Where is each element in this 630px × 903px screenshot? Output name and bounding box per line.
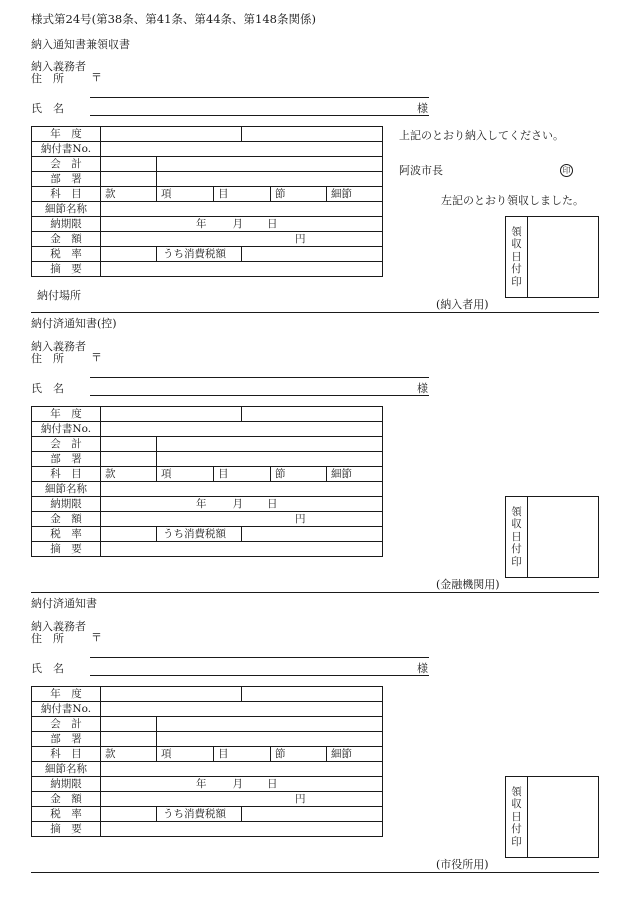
setsu-label: 節 — [271, 187, 327, 202]
bill-no-label: 納付書No. — [32, 142, 101, 157]
tax-rate-label: 税 率 — [32, 807, 101, 822]
date-year: 年 — [196, 777, 207, 790]
consumption-tax-value — [242, 247, 383, 262]
department-code — [101, 732, 157, 747]
summary-value — [101, 822, 383, 837]
summary-value — [101, 262, 383, 277]
table-row — [32, 187, 383, 202]
moku-label: 目 — [214, 187, 271, 202]
department-label: 部 署 — [32, 452, 101, 467]
copy-label-payer: (納入者用) — [436, 298, 489, 311]
kan-label: 款 — [101, 467, 157, 482]
table-row — [32, 172, 383, 187]
receipt-stamp-label: 領 収 日 付 印 — [506, 217, 528, 297]
copy-label-bank: (金融機関用) — [436, 578, 500, 591]
honorific: 様 — [417, 662, 428, 675]
date-day: 日 — [267, 777, 278, 790]
table-row — [32, 142, 383, 157]
table-row — [32, 202, 383, 217]
table-row — [32, 452, 383, 467]
amount-value — [101, 232, 383, 247]
received-text: 左記のとおり領収しました。 — [441, 194, 584, 207]
table-row — [32, 687, 383, 702]
table-row — [32, 232, 383, 247]
bill-no-value — [101, 702, 383, 717]
yen-unit: 円 — [295, 232, 306, 245]
date-year: 年 — [196, 217, 207, 230]
receipt-stamp-box — [505, 216, 599, 298]
fiscal-year-extra — [242, 407, 383, 422]
receipt-stamp-box — [505, 776, 599, 858]
subject-label: 科 目 — [32, 187, 101, 202]
consumption-tax-value — [242, 527, 383, 542]
section-title: 納入通知書兼領収書 — [31, 38, 130, 51]
payment-details-table — [31, 406, 383, 557]
payment-place-label: 納付場所 — [37, 289, 81, 302]
name-label: 氏 名 — [31, 382, 64, 395]
department-code — [101, 172, 157, 187]
address-line — [90, 97, 429, 98]
bill-no-label: 納付書No. — [32, 422, 101, 437]
consumption-tax-label: うち消費税額 — [157, 247, 242, 262]
payment-details-table — [31, 126, 383, 277]
table-row — [32, 497, 383, 512]
table-row — [32, 777, 383, 792]
name-line — [90, 675, 429, 676]
kan-label: 款 — [101, 747, 157, 762]
fiscal-year-label: 年 度 — [32, 687, 101, 702]
address-line — [90, 657, 429, 658]
saisetsu-name-label: 細節名称 — [32, 762, 101, 777]
due-date-value — [101, 777, 383, 792]
setsu-label: 節 — [271, 467, 327, 482]
honorific: 様 — [417, 102, 428, 115]
section-divider — [31, 312, 599, 313]
department-label: 部 署 — [32, 732, 101, 747]
receipt-stamp-label: 領 収 日 付 印 — [506, 497, 528, 577]
saisetsu-label: 細節 — [327, 187, 383, 202]
table-row — [32, 482, 383, 497]
bill-no-value — [101, 422, 383, 437]
fiscal-year-extra — [242, 127, 383, 142]
section-divider — [31, 872, 599, 873]
receipt-stamp-box — [505, 496, 599, 578]
name-label: 氏 名 — [31, 662, 64, 675]
table-row — [32, 792, 383, 807]
fiscal-year-label: 年 度 — [32, 127, 101, 142]
section-divider — [31, 592, 599, 593]
table-row — [32, 512, 383, 527]
address-label: 住 所 — [31, 72, 64, 85]
copy-label-city: (市役所用) — [436, 858, 489, 871]
postal-mark: 〒 — [91, 71, 102, 84]
department-value — [157, 732, 383, 747]
table-row — [32, 127, 383, 142]
amount-label: 金 額 — [32, 512, 101, 527]
name-label: 氏 名 — [31, 102, 64, 115]
kou-label: 項 — [157, 747, 214, 762]
department-value — [157, 172, 383, 187]
payment-details-table — [31, 686, 383, 837]
accounting-code — [101, 717, 157, 732]
subject-label: 科 目 — [32, 747, 101, 762]
table-row — [32, 702, 383, 717]
setsu-label: 節 — [271, 747, 327, 762]
date-day: 日 — [267, 217, 278, 230]
table-row — [32, 157, 383, 172]
payer-label: 納入義務者 — [31, 60, 86, 73]
table-row — [32, 262, 383, 277]
accounting-value — [157, 717, 383, 732]
saisetsu-name-label: 細節名称 — [32, 202, 101, 217]
receipt-stamp-label: 領 収 日 付 印 — [506, 777, 528, 857]
table-row — [32, 732, 383, 747]
accounting-label: 会 計 — [32, 437, 101, 452]
due-date-value — [101, 497, 383, 512]
address-label: 住 所 — [31, 632, 64, 645]
tax-rate-value — [101, 527, 157, 542]
table-row — [32, 527, 383, 542]
due-date-label: 納期限 — [32, 777, 101, 792]
due-date-label: 納期限 — [32, 217, 101, 232]
summary-label: 摘 要 — [32, 822, 101, 837]
accounting-label: 会 計 — [32, 157, 101, 172]
section-title: 納付済通知書(控) — [31, 317, 117, 330]
mayor-name: 阿波市長 — [399, 164, 443, 177]
table-row — [32, 747, 383, 762]
table-row — [32, 807, 383, 822]
table-row — [32, 217, 383, 232]
table-row — [32, 717, 383, 732]
fiscal-year-value — [101, 687, 242, 702]
summary-label: 摘 要 — [32, 262, 101, 277]
accounting-code — [101, 157, 157, 172]
tax-rate-label: 税 率 — [32, 247, 101, 262]
consumption-tax-label: うち消費税額 — [157, 807, 242, 822]
saisetsu-label: 細節 — [327, 467, 383, 482]
subject-label: 科 目 — [32, 467, 101, 482]
table-row — [32, 437, 383, 452]
bill-no-value — [101, 142, 383, 157]
saisetsu-label: 細節 — [327, 747, 383, 762]
moku-label: 目 — [214, 747, 271, 762]
address-line — [90, 377, 429, 378]
table-row — [32, 422, 383, 437]
tax-rate-label: 税 率 — [32, 527, 101, 542]
accounting-value — [157, 437, 383, 452]
accounting-label: 会 計 — [32, 717, 101, 732]
honorific: 様 — [417, 382, 428, 395]
amount-label: 金 額 — [32, 792, 101, 807]
consumption-tax-label: うち消費税額 — [157, 527, 242, 542]
amount-label: 金 額 — [32, 232, 101, 247]
yen-unit: 円 — [295, 792, 306, 805]
department-code — [101, 452, 157, 467]
fiscal-year-value — [101, 127, 242, 142]
kan-label: 款 — [101, 187, 157, 202]
name-line — [90, 395, 429, 396]
consumption-tax-value — [242, 807, 383, 822]
seal-stamp: 印 — [560, 164, 573, 177]
saisetsu-name-value — [101, 202, 383, 217]
table-row — [32, 822, 383, 837]
address-label: 住 所 — [31, 352, 64, 365]
postal-mark: 〒 — [91, 351, 102, 364]
saisetsu-name-value — [101, 762, 383, 777]
payer-label: 納入義務者 — [31, 340, 86, 353]
postal-mark: 〒 — [91, 631, 102, 644]
kou-label: 項 — [157, 467, 214, 482]
kou-label: 項 — [157, 187, 214, 202]
summary-value — [101, 542, 383, 557]
amount-value — [101, 512, 383, 527]
fiscal-year-label: 年 度 — [32, 407, 101, 422]
payer-label: 納入義務者 — [31, 620, 86, 633]
moku-label: 目 — [214, 467, 271, 482]
tax-rate-value — [101, 807, 157, 822]
fiscal-year-extra — [242, 687, 383, 702]
date-month: 月 — [232, 497, 243, 510]
due-date-label: 納期限 — [32, 497, 101, 512]
payment-request-text: 上記のとおり納入してください。 — [399, 129, 564, 142]
summary-label: 摘 要 — [32, 542, 101, 557]
saisetsu-name-value — [101, 482, 383, 497]
date-month: 月 — [232, 217, 243, 230]
due-date-value — [101, 217, 383, 232]
tax-rate-value — [101, 247, 157, 262]
date-year: 年 — [196, 497, 207, 510]
accounting-code — [101, 437, 157, 452]
table-row — [32, 407, 383, 422]
yen-unit: 円 — [295, 512, 306, 525]
table-row — [32, 247, 383, 262]
table-row — [32, 467, 383, 482]
date-month: 月 — [232, 777, 243, 790]
name-line — [90, 115, 429, 116]
table-row — [32, 762, 383, 777]
table-row — [32, 542, 383, 557]
amount-value — [101, 792, 383, 807]
department-label: 部 署 — [32, 172, 101, 187]
saisetsu-name-label: 細節名称 — [32, 482, 101, 497]
date-day: 日 — [267, 497, 278, 510]
accounting-value — [157, 157, 383, 172]
section-title: 納付済通知書 — [31, 597, 97, 610]
department-value — [157, 452, 383, 467]
bill-no-label: 納付書No. — [32, 702, 101, 717]
fiscal-year-value — [101, 407, 242, 422]
form-number-title: 様式第24号(第38条、第41条、第44条、第148条関係) — [31, 12, 316, 26]
